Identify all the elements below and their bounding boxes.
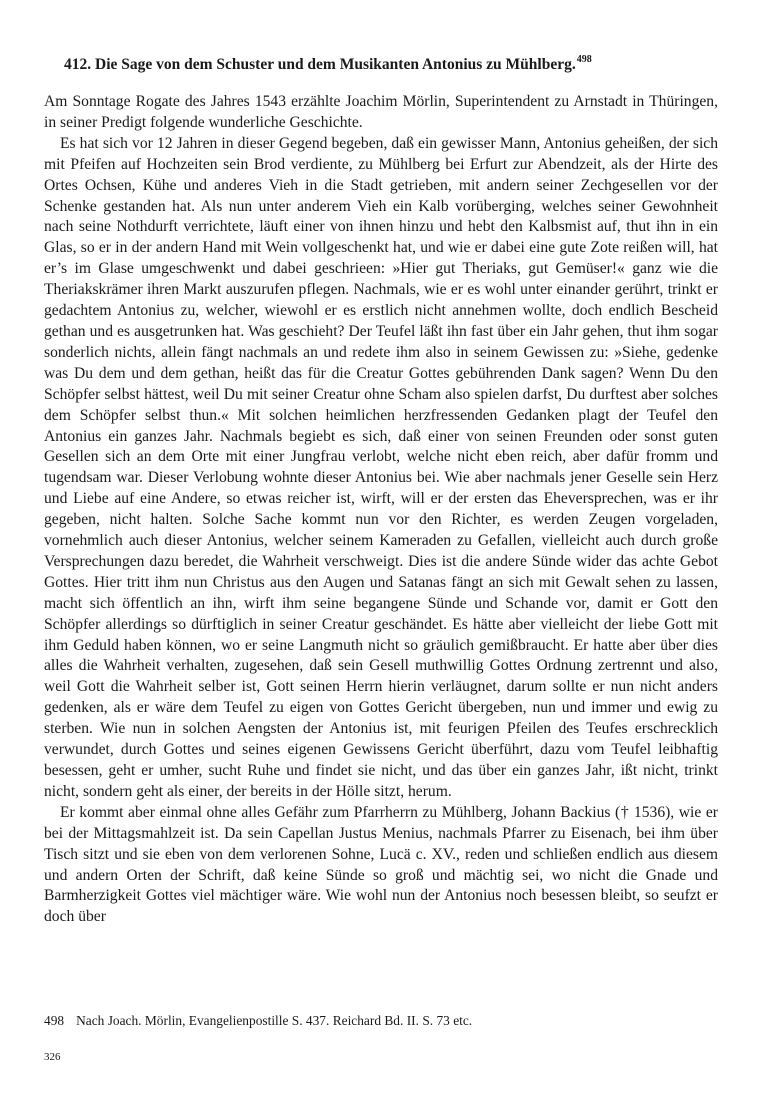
chapter-heading xyxy=(64,54,724,74)
footnote-number: 498 xyxy=(44,1013,65,1028)
page-number: 326 xyxy=(44,1051,61,1063)
footnote-reference[interactable]: 498 xyxy=(576,54,592,65)
chapter-title: 412. Die Sage von dem Schuster und dem Musikanten Antonius zu Mühlberg. xyxy=(64,56,576,73)
footnote xyxy=(44,1013,718,1029)
paragraph-story: Es hat sich vor 12 Jahren in dieser Gegend begeben, daß ein gewisser Mann, Antonius geheißen, der sich mit Pfeifen auf Hochzeiten sein Brod verdiente, zu Mühlberg bei Erfurt zur Abendzeit, als der Hirte des Ortes Ochsen, Kühe und anderes Vieh in die Stadt getrieben, mit andern seiner Zechgesellen vor der Schenke gestanden hat. Als nun unter anderem Vieh ein Kalb vorüberging, welches seiner Gewohnheit nach seine Nothdurft verrichtete, läuft einer von ihnen hinzu und hebt den Kalbsmist auf, thut ihn in ein Glas, so er in der andern Hand mit Wein vollgeschenkt hat, und wie er dabei eine gute Zote reißen will, hat er’s im Glase umgeschwenkt und dabei geschrieen: »Hier gut Theriaks, gut Gemüser!« ganz wie die Theriakskrämer ihren Markt auszurufen pflegen. Nachmals, wie er es wohl unter einander gerührt, trinkt er gedachtem Antonius zu, welcher, wiewohl er es erstlich nicht annehmen wollte, doch endlich Bescheid gethan und es ausgetrunken hat. Was geschieht? Der Teufel läßt ihn fast über ein Jahr gehen, thut ihm sogar sonderlich nichts, allein fängt nachmals an und redete ihm also in seinem Gewissen zu: »Siehe, gedenke was Du dem und dem gethan, heißt das für die Creatur Gottes gebührenden Dank sagen? Wenn Du den Schöpfer selbst hättest, weil Du mit seiner Creatur ohne Scham also spielen darfst, Du durftest aber solches dem Schöpfer selbst thun.« Mit solchen heimlichen herzfressenden Gedanken plagt der Teufel den Antonius ein ganzes Jahr. Nachmals begiebt es sich, daß einer von seinen Freunden oder sonst guten Gesellen sich an dem Orte mit einer Jungfrau verlobt, welche nicht eben reich, aber dafür fromm und tugendsam war. Dieser Verlobung wohnte dieser Antonius bei. Wie aber nachmals jener Geselle sein Herz und Liebe auf eine Andere, so etwas reicher ist, wirft, will er der ersten das Eheversprechen, was er ihr gegeben, nicht halten. Solche Sache kommt nun vor den Richter, es werden Zeugen vorgeladen, vornehmlich auch dieser Antonius, welcher seinem Kameraden zu Gefallen, vielleicht auch durch große Versprechungen dazu beredet, die Wahrheit verschweigt. Dies ist die andere Sünde wider das achte Gebot Gottes. Hier tritt ihm nun Christus aus den Augen und Satanas fängt an sich mit Gewalt sehen zu lassen, macht sich öffentlich an ihn, wirft ihm seine begangene Sünde und Schande vor, damit er Gott den Schöpfer allerdings so dürftiglich in seiner Creatur geschändet. Es hätte aber vielleicht der liebe Gott mit ihm Geduld haben können, wo er seine Langmuth nicht so gräulich gemißbraucht. Er hatte aber über dies alles die Wahrheit verhalten, zugesehen, daß sein Gesell muthwillig Gottes Ordnung zertrennt und also, weil Gott die Wahrheit selber ist, Gott seinen Herrn hierin verläugnet, darum sollte er nun nicht anders gedenken, als er wäre dem Teufel zu eigen von Gottes Gericht übergeben, nun und immer und ewig zu sterben. Wie nun in solchen Aengsten der Antonius ist, mit feurigen Pfeilen des Teufes erschrecklich verwundet, durch Gottes und seines eigenen Gewissens Gericht überführt, dazu vom Teufel leibhaftig besessen, geht er umher, sucht Ruhe und findet sie nicht, und das über ein ganzes Jahr, ißt nicht, trinkt nicht, sondern geht als einer, der bereits in der Hölle sitzt, herum. xyxy=(44,134,718,800)
paragraph-intro: Am Sonntage Rogate des Jahres 1543 erzählte Joachim Mörlin, Superintendent zu Arnstadt in Thüringen, in seiner Predigt folgende wunderliche Geschichte. xyxy=(44,93,718,131)
paragraph-continuation: Er kommt aber einmal ohne alles Gefähr zum Pfarrherrn zu Mühlberg, Johann Backius († 1536), wie er bei der Mittagsmahlzeit ist. Da sein Capellan Justus Menius, nachmals Pfarrer zu Eisenach, bei ihm über Tisch sitzt und sie eben von dem verlorenen Sohne, Lucä c. XV., reden und schließen endlich aus diesem und andern Orten der Schrift, daß keine Sünde so groß und mächtig sei, wo nicht die Gnade und Barmherzigkeit Gottes viel mächtiger wäre. Wie wohl nun der Antonius noch besessen bleibt, so seufzt er doch über xyxy=(44,803,718,926)
body-text xyxy=(44,92,718,928)
footnote-text: Nach Joach. Mörlin, Evangelienpostille S. 437. Reichard Bd. II. S. 73 etc. xyxy=(76,1013,473,1028)
